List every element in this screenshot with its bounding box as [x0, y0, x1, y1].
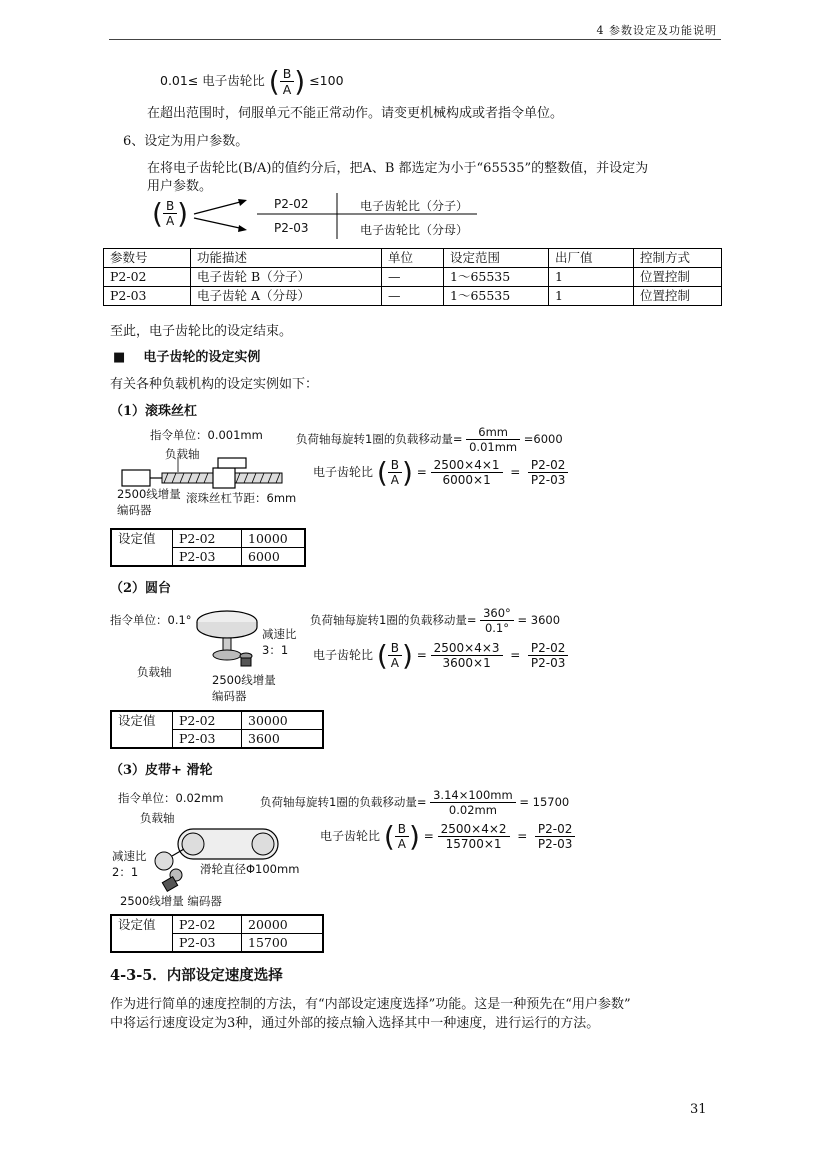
ex3-title: （3）皮带+ 滑轮	[110, 763, 213, 778]
page-number: 31	[690, 1102, 707, 1117]
section-435-text-2: 中将运行速度设定为3种，通过外部的接点输入选择其中一种速度，进行运行的方法。	[110, 1016, 600, 1031]
table-row	[111, 711, 323, 730]
table-cell: 电子齿轮 A（分母）	[191, 287, 382, 306]
col-header: 单位	[382, 249, 444, 268]
col-header: 出厂值	[549, 249, 634, 268]
map-ratio: ( $\frac{B}{A}$ )	[152, 196, 189, 230]
table-cell: 1～65535	[444, 287, 549, 306]
ex3-load-shaft: 负载轴	[140, 811, 175, 825]
ex3-cmd-unit: 指令单位：0.02mm	[118, 791, 224, 805]
map-den: A	[165, 214, 175, 228]
ex2-move-formula: 负荷轴每旋转1圈的负载移动量= $\frac{360^\circ}{0.1^\circ}$ = 3600	[310, 606, 561, 635]
setting-value: 20000	[242, 915, 324, 934]
ex3-reducer-1: 减速比	[112, 849, 147, 863]
setting-param: P2-03	[173, 548, 242, 567]
table-row	[111, 529, 305, 548]
step6-title: 6、设定为用户参数。	[123, 134, 249, 149]
table-row	[111, 915, 323, 934]
map-arrows	[192, 196, 252, 236]
ex2-encoder-1: 2500线增量	[212, 673, 276, 687]
setting-param: P2-03	[173, 730, 242, 749]
ex2-move-num: 360°	[480, 606, 514, 621]
setting-param: P2-02	[173, 711, 242, 730]
ex2-title: （2）圆台	[110, 581, 172, 596]
ex3-pulley: 滑轮直径Φ100mm	[200, 862, 300, 876]
section-435-text-1: 作为进行简单的速度控制的方法，有“内部设定速度选择”功能。这是一种预先在“用户参数”	[110, 997, 631, 1012]
table-row	[104, 268, 722, 287]
header-rule	[109, 39, 721, 40]
formula-suffix: ≤100	[309, 73, 344, 88]
ex2-move-den: 0.1°	[484, 621, 509, 635]
section-examples-title: ■ 电子齿轮的设定实例	[113, 350, 261, 365]
ex2-load-shaft: 负载轴	[137, 665, 172, 679]
setting-value: 15700	[242, 934, 324, 953]
ex2-cmd-unit: 指令单位：0.1°	[110, 613, 192, 627]
table-cell: —	[382, 287, 444, 306]
formula-prefix: 0.01≤ 电子齿轮比	[160, 73, 265, 88]
setting-value: 3600	[242, 730, 324, 749]
setting-param: P2-02	[173, 529, 242, 548]
done-text: 至此，电子齿轮比的设定结束。	[110, 324, 293, 339]
setting-value: 6000	[242, 548, 306, 567]
setting-label: 设定值	[111, 711, 173, 748]
table-cell: P2-03	[104, 287, 191, 306]
ex3-move-num: 3.14×100mm	[430, 788, 516, 803]
setting-value: 10000	[242, 529, 306, 548]
ex1-move-formula: 负荷轴每旋转1圈的负载移动量= $\frac{6mm}{0.01mm}$ =6000	[296, 425, 563, 454]
ex1-move-num: 6mm	[466, 425, 520, 440]
table-row	[104, 287, 722, 306]
ex1-title: （1）滚珠丝杠	[110, 404, 198, 419]
table-cell: P2-02	[104, 268, 191, 287]
ex3-move-formula: 负荷轴每旋转1圈的负载移动量= $\frac{3.14\times 100mm}{0.02mm}$ = 15700	[260, 788, 570, 817]
setting-param: P2-03	[173, 934, 242, 953]
ex1-encoder-2: 编码器	[117, 503, 152, 517]
setting-param: P2-02	[173, 915, 242, 934]
ex2-reducer-2: 3：1	[262, 643, 289, 657]
table-cell: 1	[549, 287, 634, 306]
ex2-move-result: = 3600	[517, 613, 561, 627]
gear-ratio-range-formula: 0.01≤ 电子齿轮比 ( $\frac{B}{A}$ ) ≤100	[160, 64, 344, 98]
table-cell: 位置控制	[634, 268, 722, 287]
ex3-move-den: 0.02mm	[448, 803, 497, 817]
table-cell: 1～65535	[444, 268, 549, 287]
ex1-encoder-1: 2500线增量	[117, 487, 181, 501]
ex1-gear-formula: 电子齿轮比 ( $\frac{B}{A}$ ) = $\frac{2500\times 4\times 1}{6000\times 1}$ = $\frac{P2-02}{P2-03}$	[313, 458, 568, 487]
map-num: B	[163, 199, 177, 214]
ex2-setting-table	[110, 710, 324, 749]
ex2-reducer-1: 减速比	[262, 627, 297, 641]
step6-text-1: 在将电子齿轮比(B/A)的值约分后，把A、B 都选定为小于“65535”的整数值，并设定为	[147, 161, 649, 176]
section-435-title: 4-3-5．内部设定速度选择	[110, 967, 283, 984]
map-desc-2: 电子齿轮比（分母）	[360, 223, 469, 237]
col-header: 设定范围	[444, 249, 549, 268]
ex3-move-result: = 15700	[519, 795, 570, 809]
ex3-belt-drawing	[150, 823, 300, 893]
range-warning-text: 在超出范围时，伺服单元不能正常动作。请变更机械构成或者指令单位。	[147, 106, 564, 121]
map-param-1: P2-02	[274, 197, 309, 211]
ex1-load-shaft: 负载轴	[165, 447, 200, 461]
ex1-setting-table	[110, 528, 306, 567]
ex3-encoder: 2500线增量 编码器	[120, 894, 222, 908]
col-header: 参数号	[104, 249, 191, 268]
map-param-2: P2-03	[274, 221, 309, 235]
col-header: 功能描述	[191, 249, 382, 268]
ex1-move-result: =6000	[523, 432, 563, 446]
ex1-cmd-unit: 指令单位：0.001mm	[150, 428, 263, 442]
ex2-gear-formula: 电子齿轮比 ( $\frac{B}{A}$ ) = $\frac{2500\times 4\times 3}{3600\times 1}$ = $\frac{P2-02}{P2-03}$	[313, 641, 568, 670]
table-header-row	[104, 249, 722, 268]
ex3-gear-formula: 电子齿轮比 ( $\frac{B}{A}$ ) = $\frac{2500\times 4\times 2}{15700\times 1}$ = $\frac{P2-02}{P2-03}$	[320, 822, 575, 851]
examples-intro: 有关各种负载机构的设定实例如下：	[110, 377, 319, 392]
ex2-rotary-table-drawing	[195, 600, 265, 670]
step6-text-2: 用户参数。	[147, 179, 213, 194]
col-header: 控制方式	[634, 249, 722, 268]
table-cell: 位置控制	[634, 287, 722, 306]
table-cell: —	[382, 268, 444, 287]
ex1-move-den: 0.01mm	[469, 440, 518, 454]
setting-label: 设定值	[111, 915, 173, 952]
formula-den: A	[282, 82, 292, 97]
running-header: 4 参数设定及功能说明	[596, 24, 717, 37]
ex1-pitch: 滚珠丝杠节距：6mm	[186, 491, 297, 505]
formula-num: B	[280, 66, 295, 82]
table-cell: 1	[549, 268, 634, 287]
ex3-reducer-2: 2：1	[112, 865, 139, 879]
setting-label: 设定值	[111, 529, 173, 566]
ex2-encoder-2: 编码器	[212, 689, 247, 703]
table-cell: 电子齿轮 B（分子）	[191, 268, 382, 287]
map-desc-1: 电子齿轮比（分子）	[360, 199, 469, 213]
setting-value: 30000	[242, 711, 324, 730]
param-table	[103, 248, 722, 306]
ex3-setting-table	[110, 914, 324, 953]
bullet-icon: ■	[113, 350, 126, 365]
